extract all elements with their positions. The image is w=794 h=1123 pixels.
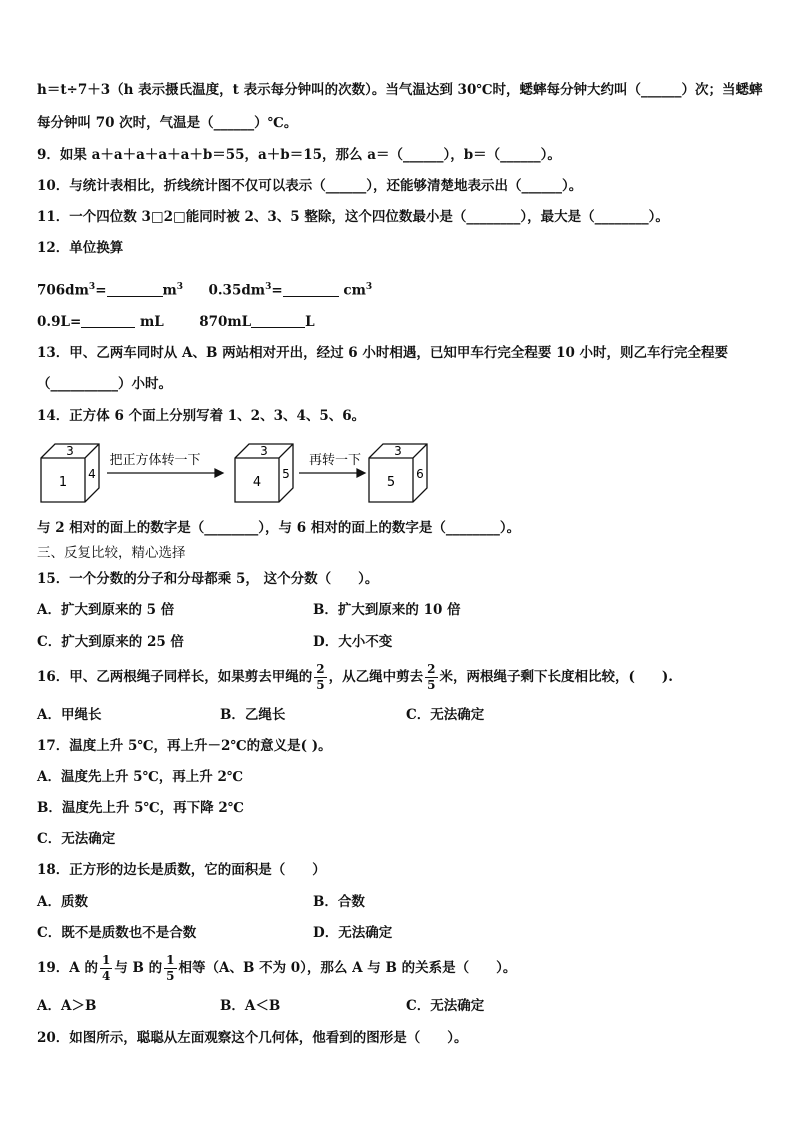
cube-1-side: 4 — [88, 467, 96, 481]
q12a-exp: 3 — [88, 282, 96, 292]
q12a-blank — [107, 282, 163, 297]
q12a-unit: m — [74, 282, 89, 299]
q12d-unit: L — [305, 314, 315, 330]
cube-3-front: 5 — [386, 475, 396, 490]
question-12: 12．单位换算 — [37, 240, 124, 256]
q12a-exp2: 3 — [176, 282, 184, 292]
cube-2-front: 4 — [252, 475, 262, 490]
question-17: 17．温度上升 5℃，再上升－2℃的意义是( )。 — [37, 738, 332, 754]
q12b-unit3: m — [351, 282, 366, 299]
arrow-1-label: 把正方体转一下 — [109, 453, 201, 468]
q17-option-a: A．温度先上升 5℃，再上升 2℃ — [37, 769, 244, 785]
q16-option-b: B．乙绳长 — [220, 707, 286, 723]
q17-option-c: C．无法确定 — [37, 831, 116, 847]
q12b-exp2: 3 — [365, 282, 373, 292]
q12d-text: 870mL — [199, 314, 252, 330]
q12a-text: 706d — [37, 282, 75, 299]
q12c-blank — [81, 313, 135, 328]
question-10: 10．与统计表相比，折线统计图不仅可以表示（______），还能够清楚地表示出（______）。 — [37, 178, 583, 194]
cube-3-side: 6 — [416, 467, 424, 481]
question-11: 11．一个四位数 3□2□能同时被 2、3、5 整除，这个四位数最小是（________），最大是（________）。 — [37, 209, 669, 225]
q12b-unit2: c — [343, 282, 352, 299]
question-9: 9．如果 a＋a＋a＋a＋a＋b＝55，a＋b＝15，那么 a＝（______），b＝（______）。 — [37, 147, 561, 163]
q12b-exp: 3 — [265, 282, 272, 292]
q19-option-c: C．无法确定 — [406, 998, 485, 1014]
q19-text-2: 与 B 的 — [114, 960, 163, 976]
q12a-eq: = — [95, 282, 107, 299]
q16-fraction-2: $\frac{2}{5}$ — [427, 662, 436, 692]
question-13-line-1: 13．甲、乙两车同时从 A、B 两站相对开出，经过 6 小时相遇，已知甲车行完全程要 10 小时，则乙车行完全程要 — [37, 345, 729, 361]
q12c-text: 0.9L= — [37, 314, 82, 330]
question-14-answer: 与 2 相对的面上的数字是（________），与 6 相对的面上的数字是（________）。 — [37, 520, 521, 536]
cube-1-top: 3 — [66, 444, 74, 458]
q18-option-b: B．合数 — [313, 894, 365, 910]
arrow-2 — [299, 469, 365, 477]
q12b-unit: m — [250, 282, 266, 299]
cube-3-top: 3 — [394, 444, 402, 458]
question-20: 20．如图所示，聪聪从左面观察这个几何体，他看到的图形是（ ）。 — [37, 1030, 468, 1046]
question-16 — [37, 659, 673, 695]
q16-text-2: ，从乙绳中剪去 — [328, 669, 424, 685]
cube-1-front: 1 — [58, 475, 68, 490]
cube-rotation-figure — [37, 440, 437, 506]
q15-option-c: C．扩大到原来的 25 倍 — [37, 634, 184, 650]
q19-fraction-1: $\frac{1}{4}$ — [101, 953, 111, 983]
q12a-unit2: m — [162, 282, 177, 299]
q18-option-a: A．质数 — [37, 894, 88, 910]
q16-text-3: 米，两根绳子剩下长度相比较，( ). — [439, 669, 673, 685]
q15-option-b: B．扩大到原来的 10 倍 — [313, 602, 461, 618]
q18-option-d: D．无法确定 — [313, 925, 393, 941]
q12-row-2 — [37, 312, 315, 332]
q19-fraction-2: $\frac{1}{5}$ — [166, 953, 175, 983]
q15-option-d: D．大小不变 — [313, 634, 393, 650]
q19-text-1: 19．A 的 — [37, 960, 98, 976]
q8-line-1: h＝t÷7＋3（h 表示摄氏温度，t 表示每分钟叫的次数）。当气温达到 30℃时，蟋蟀每分钟大约叫（______）次；当蟋蟀 — [37, 82, 763, 98]
q16-text-1: 16．甲、乙两根绳子同样长，如果剪去甲绳的 — [37, 669, 313, 685]
q17-option-b: B．温度先上升 5℃，再下降 2℃ — [37, 800, 244, 816]
question-13-line-2: （__________）小时。 — [37, 376, 172, 392]
question-18: 18．正方形的边长是质数，它的面积是（ ） — [37, 862, 326, 878]
q19-option-b: B．A＜B — [220, 998, 281, 1014]
q19-text-3: 相等（A、B 不为 0），那么 A 与 B 的关系是（ ）。 — [178, 960, 517, 976]
q12-row-1 — [37, 277, 372, 301]
q16-option-a: A．甲绳长 — [37, 707, 102, 723]
q12b-blank — [283, 282, 339, 297]
question-19 — [37, 950, 516, 986]
arrow-2-label: 再转一下 — [308, 453, 362, 468]
q19-option-a: A．A＞B — [37, 998, 97, 1014]
q12b-eq: = — [271, 282, 283, 299]
q16-fraction-1: $\frac{2}{5}$ — [316, 662, 325, 692]
q16-option-c: C．无法确定 — [406, 707, 485, 723]
question-15: 15．一个分数的分子和分母都乘 5， 这个分数（ ）。 — [37, 571, 379, 587]
q18-option-c: C．既不是质数也不是合数 — [37, 925, 197, 941]
q12d-blank — [251, 313, 305, 328]
q12c-unit: mL — [140, 314, 164, 330]
q8-line-2: 每分钟叫 70 次时，气温是（______）℃。 — [37, 115, 298, 131]
cube-2-side: 5 — [282, 467, 290, 481]
cube-2-top: 3 — [260, 444, 268, 458]
arrow-1 — [107, 469, 223, 477]
section-3-heading: 三、反复比较，精心选择 — [37, 545, 186, 561]
q12b-text: 0.35d — [208, 282, 251, 299]
question-14: 14．正方体 6 个面上分别写着 1、2、3、4、5、6。 — [37, 408, 366, 424]
q15-option-a: A．扩大到原来的 5 倍 — [37, 602, 175, 618]
